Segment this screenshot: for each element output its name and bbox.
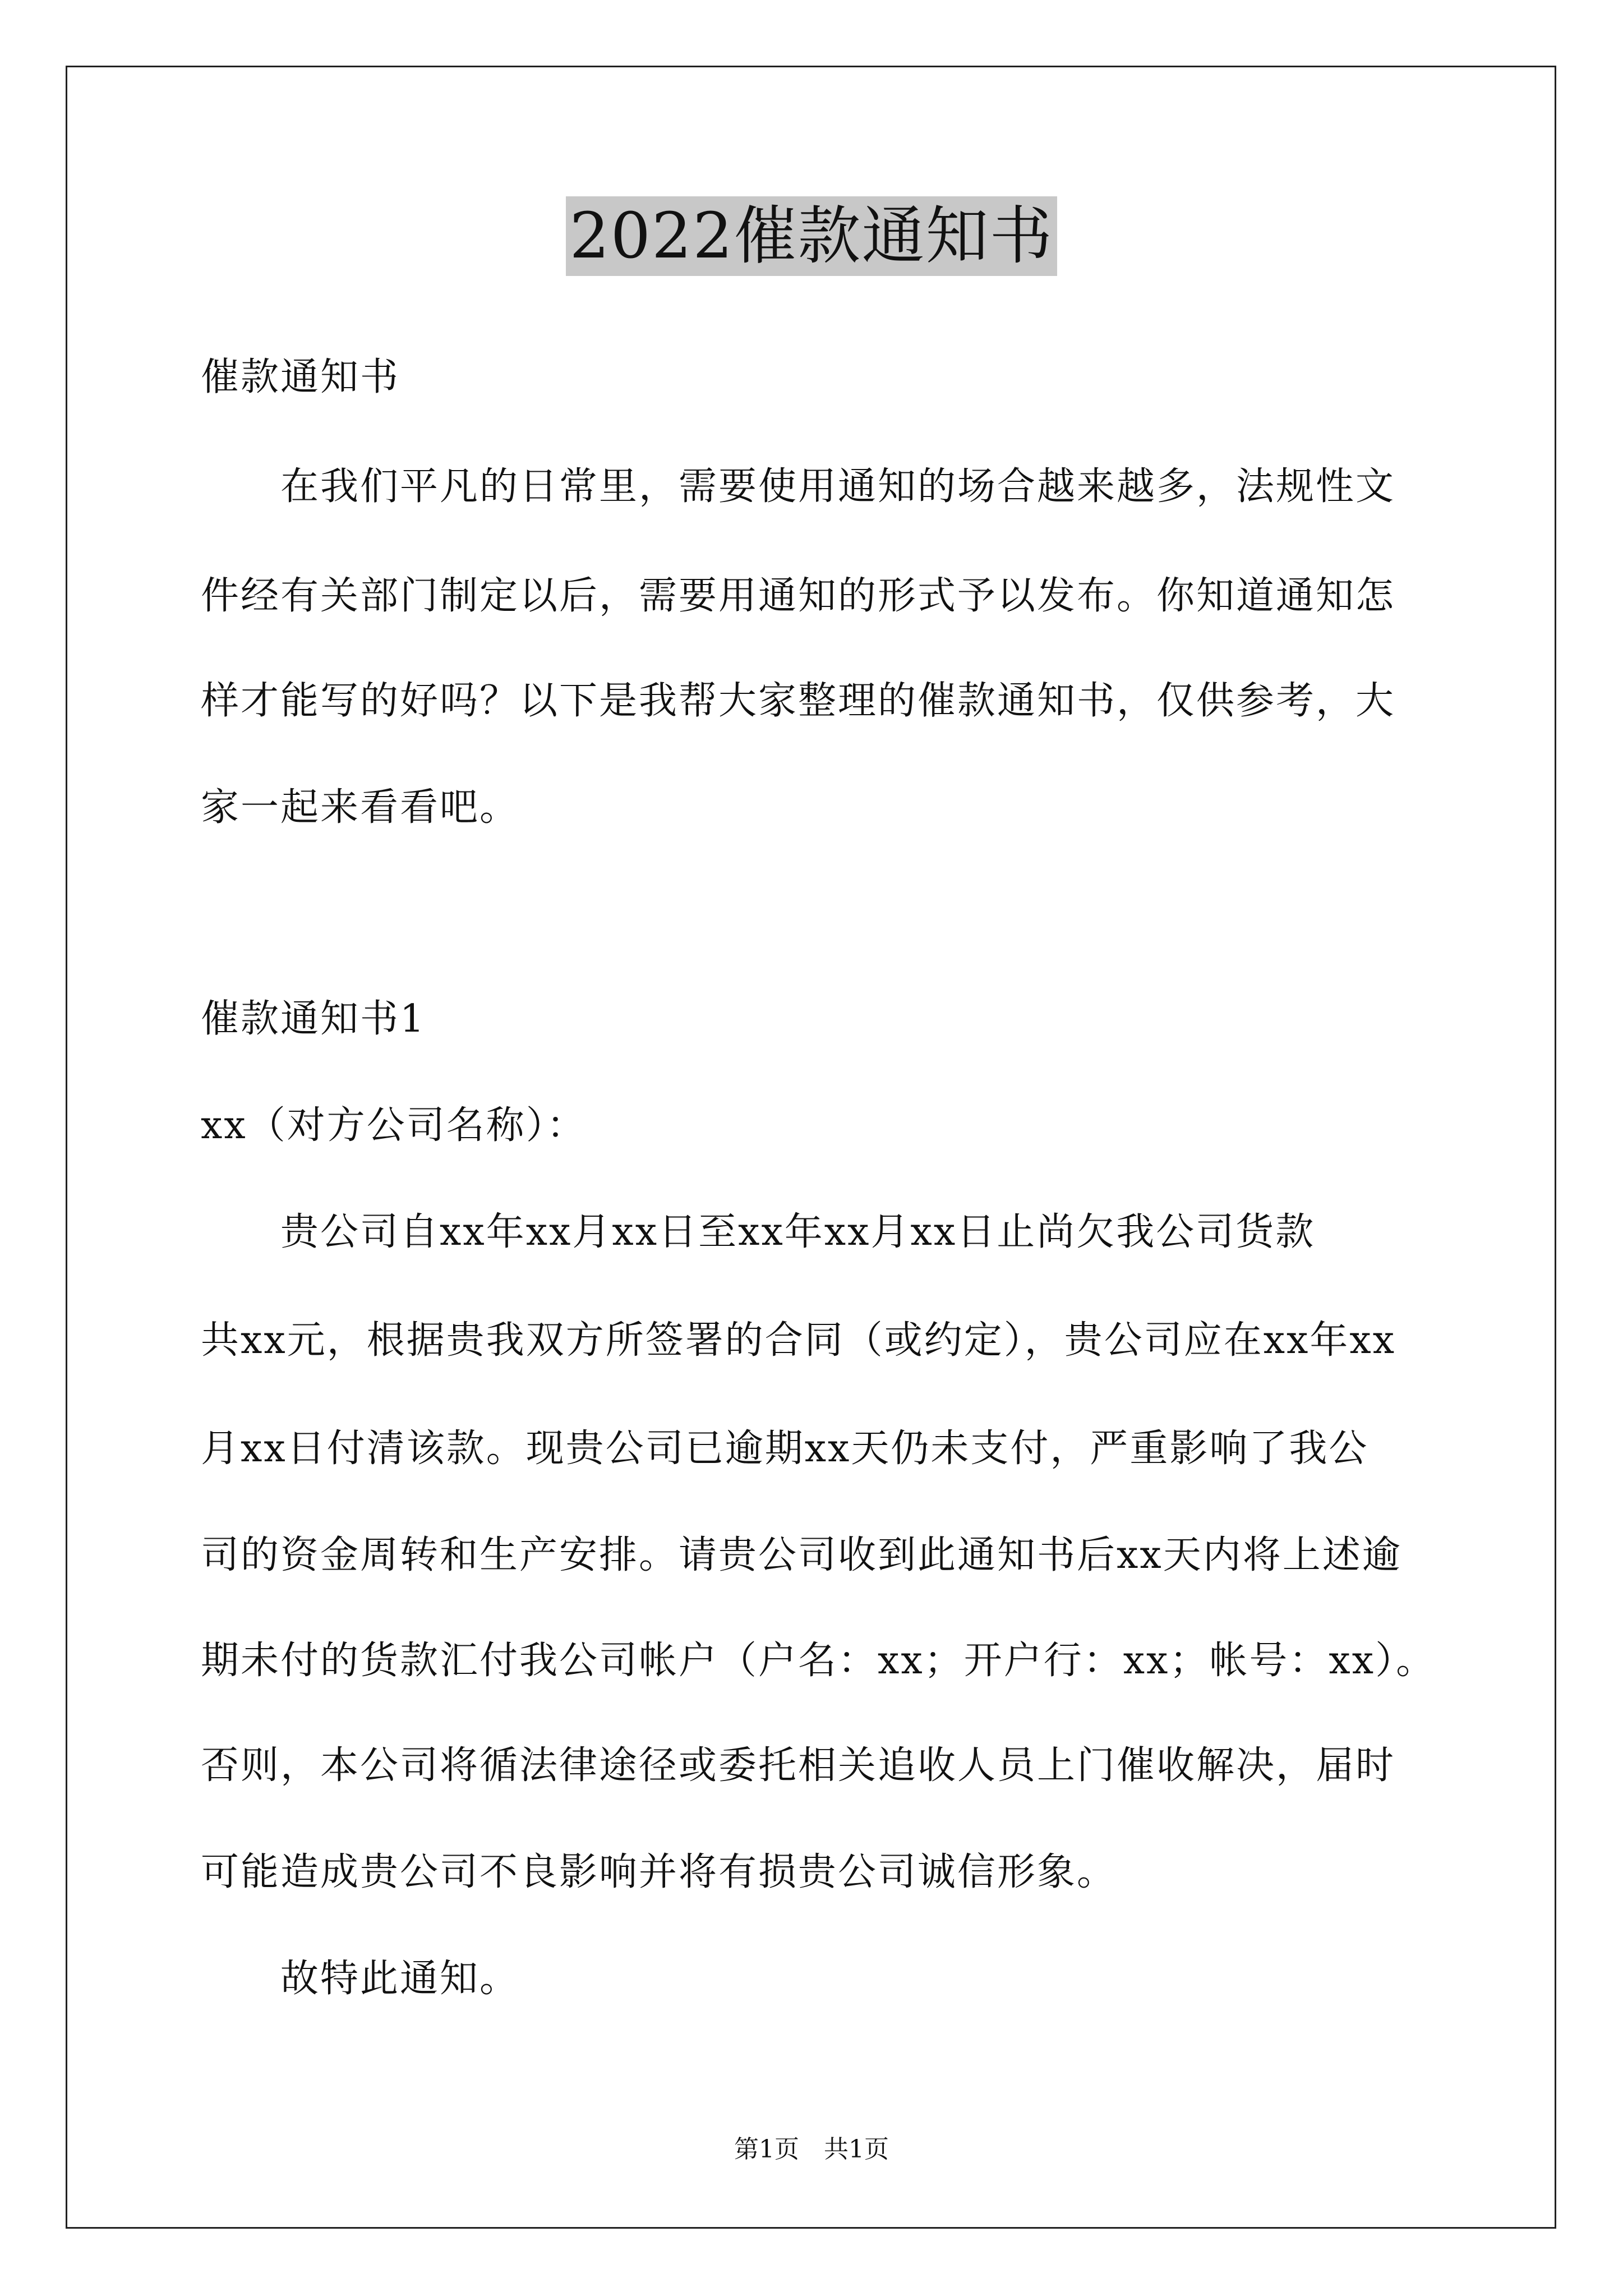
paragraph-line: 期未付的货款汇付我公司帐户（户名：xx；开户行：xx；帐号：xx）。 [201,1639,1436,1683]
paragraph-line: 可能造成贵公司不良影响并将有损贵公司诚信形象。 [201,1850,1117,1894]
paragraph-line: 共xx元，根据贵我双方所签署的合同（或约定），贵公司应在xx年xx [201,1318,1396,1363]
paragraph-line: 贵公司自xx年xx月xx日至xx年xx月xx日止尚欠我公司货款 [280,1210,1316,1254]
paragraph-line: 家一起来看看吧。 [201,785,520,830]
salutation: xx（对方公司名称）： [201,1103,587,1148]
paragraph-line: 月xx日付清该款。现贵公司已逾期xx天仍未支付，严重影响了我公 [201,1427,1369,1471]
paragraph-line: 件经有关部门制定以后，需要用通知的形式予以发布。你知道通知怎 [201,574,1396,618]
page-footer: 第1页 共1页 [734,2135,889,2164]
paragraph-line: 样才能写的好吗？以下是我帮大家整理的催款通知书，仅供参考，大 [201,679,1396,723]
subheading-intro: 催款通知书 [201,355,400,399]
paragraph-line: 在我们平凡的日常里，需要使用通知的场合越来越多，法规性文 [280,464,1396,509]
closing-line: 故特此通知。 [280,1957,520,2001]
document-title: 2022催款通知书 [566,196,1057,276]
subheading-notice-1: 催款通知书1 [201,997,426,1041]
title-wrap [0,196,1623,276]
paragraph-line: 否则，本公司将循法律途径或委托相关追收人员上门催收解决，届时 [201,1743,1396,1788]
paragraph-line: 司的资金周转和生产安排。请贵公司收到此通知书后xx天内将上述逾 [201,1533,1402,1577]
